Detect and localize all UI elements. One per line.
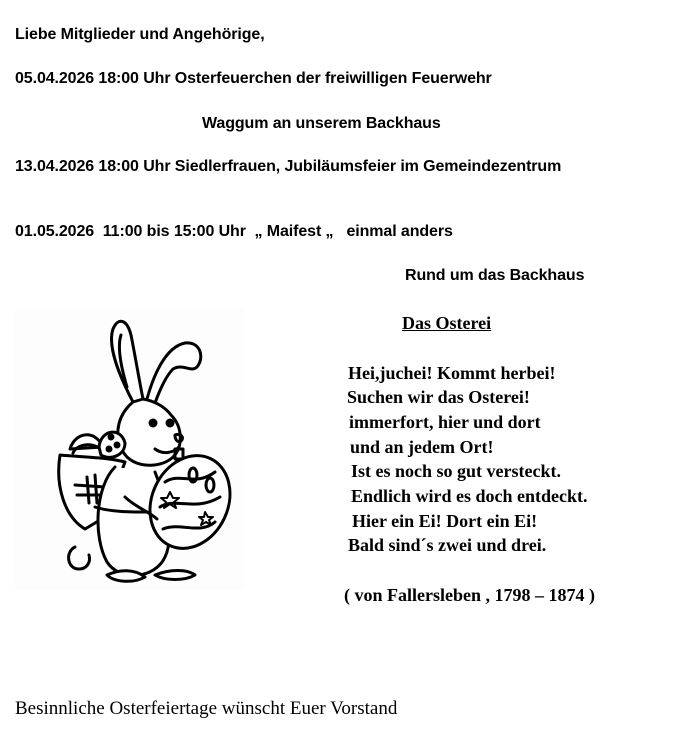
poem-line: immerfort, hier und dort	[349, 412, 541, 432]
poem-line: Suchen wir das Osterei!	[347, 387, 530, 407]
poem-line: und an jedem Ort!	[350, 437, 494, 457]
event-line-1-continuation: Waggum an unserem Backhaus	[202, 115, 441, 132]
event-line-2: 13.04.2026 18:00 Uhr Siedlerfrauen, Jubiläumsfeier im Gemeindezentrum	[15, 158, 562, 175]
poem-line: Endlich wird es doch entdeckt.	[351, 486, 588, 506]
poem-author: ( von Fallersleben , 1798 – 1874 )	[344, 585, 595, 605]
poem-line: Ist es noch so gut versteckt.	[351, 461, 561, 481]
event-line-3: 01.05.2026 11:00 bis 15:00 Uhr „ Maifest „ einmal anders	[15, 223, 453, 240]
event-line-1: 05.04.2026 18:00 Uhr Osterfeuerchen der freiwilligen Feuerwehr	[15, 70, 492, 87]
greeting: Liebe Mitglieder und Angehörige,	[15, 26, 265, 43]
poem-line: Bald sind´s zwei und drei.	[348, 535, 547, 555]
easter-bunny-icon	[15, 307, 244, 590]
footer-greeting: Besinnliche Osterfeiertage wünscht Euer Vorstand	[15, 698, 398, 719]
easter-bunny-illustration	[15, 307, 244, 590]
event-line-3-continuation: Rund um das Backhaus	[405, 267, 585, 284]
poem-title: Das Osterei	[402, 313, 492, 333]
poem-line: Hier ein Ei! Dort ein Ei!	[352, 511, 538, 531]
poem-line: Hei,juchei! Kommt herbei!	[348, 363, 556, 383]
